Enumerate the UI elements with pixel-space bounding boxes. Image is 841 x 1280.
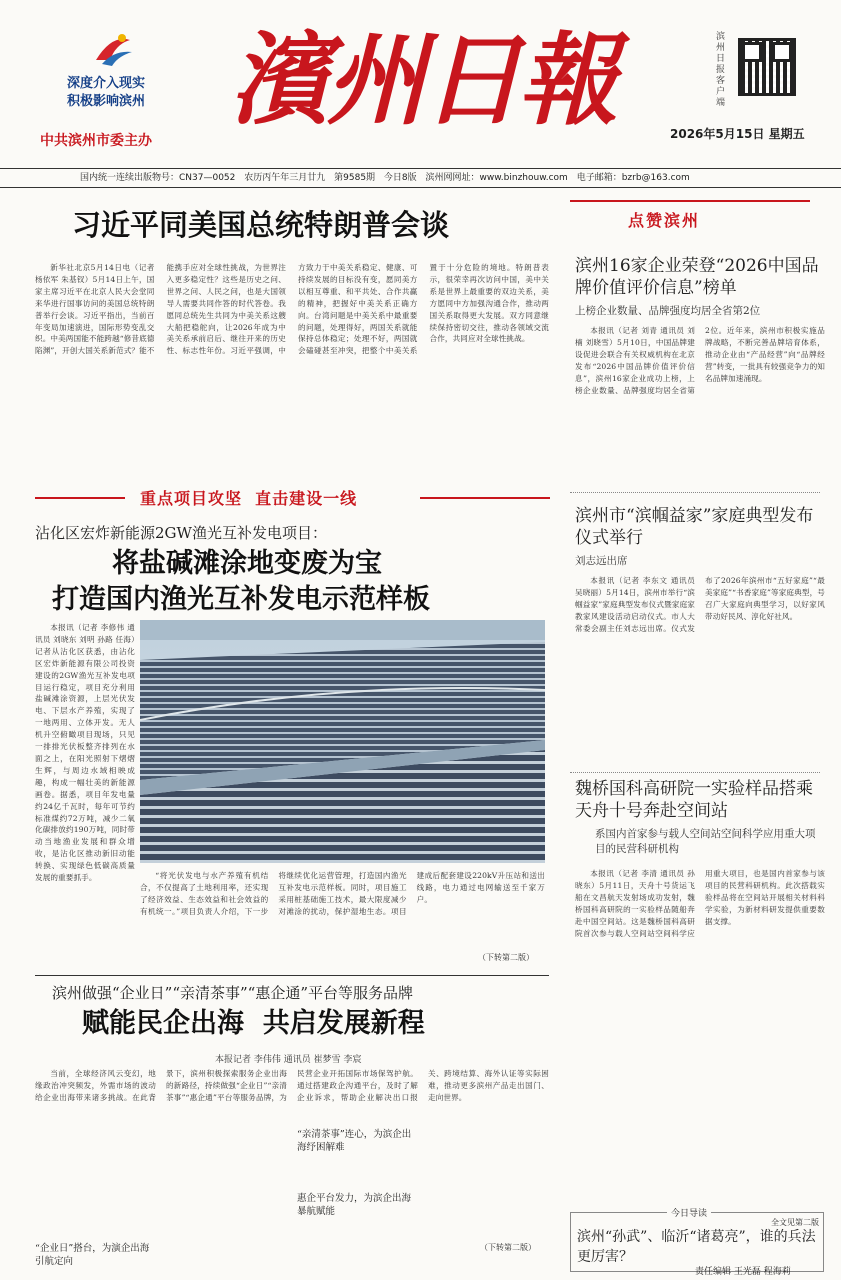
banner-rule-right <box>420 497 550 499</box>
feature2-subhead-2: “亲清茶事”连心，为滨企出海纾困解难 <box>297 1129 412 1153</box>
feature2-subhead-3: 惠企平台发力，为滨企出海暴航赋能 <box>297 1193 412 1217</box>
side1-headline: 滨州16家企业荣登“2026中国品牌价值评价信息”榜单 <box>575 256 819 298</box>
email-link[interactable]: 电子邮箱：bzrb@163.com <box>576 173 690 183</box>
today-guide-label: 今日导读 <box>667 1206 711 1219</box>
page-count: 今日8版 <box>383 173 417 183</box>
feature2-subhead-1: “企业日”搭台，为演企出海引航定向 <box>35 1243 150 1267</box>
feature2-kicker: 滨州做强“企业日”“亲清茶事”“惠企通”平台等服务品牌 <box>52 984 414 1002</box>
today-guide-box[interactable] <box>570 1209 824 1272</box>
sponsor: 中共滨州市委主办 <box>40 133 152 149</box>
feature1-body-left: 本报讯（记者 李修伟 通讯员 刘晓东 刘明 孙路 任海）记者从沾化区获悉，由沾化区宏炸新能源有限公司投资建设的2GW渔光互补发电项目运行稳定，项目充分利用盐碱滩涂资源，上层光伏发电、下层水产养殖，实现了一地两用、立体开发。无人机升空俯瞰项目现场，只见一排排光伏板整齐排列在水面之上，在阳光照射下熠熠生辉，与周边水域相映成趣，构成一幅壮美的新能源画卷。据悉，项目年发电量约24亿千瓦时，每年可节约标准煤约72万吨，减少二氧化碳排放约190万吨，同时带动当地渔业发展和群众增收，是沾化区推动新旧动能转换、实现绿色低碳高质量发展的重要抓手。 <box>35 623 135 883</box>
qr-code[interactable] <box>738 38 796 96</box>
feature1-body-right: “将光伏发电与水产养殖有机结合，不仅提高了土地利用率，还实现了经济效益、生态效益和社会效益的有机统一。”项目负责人介绍，下一步将继续优化运营管理，打造国内渔光互补发电示范样板。同时，项目施工采用桩基础施工技术，最大限度减少对滩涂的扰动，保护湿地生态。项目建成后配套建设220kV升压站和送出线路，电力通过电网输送至千家万户。 <box>140 871 545 916</box>
feature2-divider <box>35 975 549 976</box>
side3-subhead: 系国内首家参与载人空间站空间科学应用重大项目的民营科研机构 <box>595 828 816 855</box>
slogan-line-1: 深度介入现实 <box>67 76 146 91</box>
feature1-headline-line2: 打造国内渔光互补发电示范样板 <box>52 584 430 615</box>
lead-body: 新华社北京5月14日电（记者杨依军 朱基钗）5月14日上午，国家主席习近平在北京人民大会堂同来华进行国事访问的美国总统特朗普举行会谈。习近平指出，当前百年变局加速演进，国际形势变乱交织。中美两国能不能跨越“修昔底德陷渊”，开创大国关系新范式？能不能携手应对全球性挑战，为世界注入更多稳定性？这些是历史之问、世界之问、人民之问，也是大国领导人需要共同作答的时代答卷。我愿同总统先生共同为中美关系这艘大船把稳舵向，让2026年成为中美关系承前启后、继往开来的历史性、标志性年份。习近平强调，中方致力于中美关系稳定、健康、可持续发展的目标没有变，愿同美方以相互尊重、和平共处、合作共赢的精神，把握好中美关系正确方向。台湾问题是中美关系中最重要的问题，处理得好，两国关系就能保持总体稳定；处理不好，两国就会磕碰甚至冲突，把整个中美关系置于十分危险的境地。特朗普表示，很荣幸再次访问中国，美中关系是世界上最重要的双边关系，美方愿同中方加强沟通合作，推动两国关系取得更大发展。双方同意继续保持密切交往，推动各领域交流合作，共同应对全球性挑战。 <box>35 263 549 356</box>
side2-headline: 滨州市“滨帼益家”家庭典型发布仪式举行 <box>575 506 814 548</box>
feature1-kicker: 沾化区宏炸新能源2GW渔光互补发电项目： <box>35 524 327 542</box>
feature2-jump[interactable]: （下转第二版） <box>480 1243 536 1252</box>
feature2-body: 当前，全球经济风云变幻，地缘政治冲突频发，外需市场的波动给企业出海带来诸多挑战。在此背景下，滨州积极探索服务企业出海的新路径，持续做强“企业日”“亲清茶事”“惠企通”平台等服务品牌，为民营企业开拓国际市场保驾护航。通过搭建政企沟通平台，及时了解企业诉求，帮助企业解决出口报关、跨境结算、海外认证等实际困难，推动更多滨州产品走出国门、走向世界。 <box>35 1069 549 1102</box>
side3-body: 本报讯（记者 李清 通讯员 孙晓东）5月11日，天舟十号货运飞船在文昌航天发射场成功发射，魏桥国科高研院的一实验样品随船奔赴中国空间站。这是魏桥国科高研院首次参与载人空间站空间科学应用重大项目，也是国内首家参与该项目的民营科研机构。此次搭载实验样品将在空间站开展相关材料科学实验，为新材料研发提供重要数据支撑。 <box>575 869 825 938</box>
side1-subhead: 上榜企业数量、品牌强度均居全省第2位 <box>575 305 761 317</box>
side-brand: 点赞滨州 <box>628 211 701 230</box>
feature1-headline-line1: 将盐碱滩涂地变废为宝 <box>112 548 382 579</box>
today-guide-note: 全文见第二版 <box>771 1218 819 1227</box>
qr-caption: 滨州日报客户端 <box>716 32 726 108</box>
solar-farm-illustration <box>140 620 545 863</box>
website-link[interactable]: 滨州网网址：www.binzhouw.com <box>425 173 568 183</box>
side-divider-1 <box>570 492 820 493</box>
cn-number: 国内统一连续出版物号：CN37—0052 <box>80 173 236 183</box>
issue-date: 2026年5月15日 星期五 <box>670 127 805 141</box>
side3-headline: 魏桥国科高研院一实验样品搭乘天舟十号奔赴空间站 <box>575 779 813 821</box>
feature1-jump[interactable]: （下转第二版） <box>478 953 534 962</box>
lead-headline: 习近平同美国总统特朗普会谈 <box>72 208 450 242</box>
feature2-headline: 赋能民企出海 共启发展新程 <box>82 1008 425 1039</box>
issue-number: 第9585期 <box>334 173 376 183</box>
info-bar <box>0 168 841 188</box>
banner-rule-left <box>35 497 125 499</box>
footer-editors: 责任编辑 王光磊 程海莉 <box>695 1267 791 1277</box>
side-divider-2 <box>570 772 820 773</box>
feature2-byline: 本报记者 李伟伟 通讯员 崔梦雪 李宸 <box>215 1055 362 1065</box>
today-guide-headline[interactable]: 滨州“孙武”、临沂“诸葛亮”，谁的兵法更厉害？ <box>577 1229 816 1265</box>
lunar-date: 农历丙午年三月廿九 <box>244 173 326 183</box>
masthead-title: 濱州日報 <box>230 21 614 139</box>
slogan-line-2: 积极影响滨州 <box>67 94 146 109</box>
solar-farm-photo <box>140 620 545 863</box>
newspaper-logo-icon <box>92 30 134 68</box>
side-brand-box <box>570 200 810 238</box>
side1-body: 本报讯（记者 刘青 通讯员 刘楠 刘晓雪）5月10日，中国品牌建设促进会联合有关权威机构在北京发布“2026中国品牌价值评价信息”，滨州16家企业成功上榜，上榜企业数量、品牌强度均居全省第2位。近年来，滨州市积极实施品牌战略，不断完善品牌培育体系，推动企业由“产品经营”向“品牌经营”转变，一批具有较强竞争力的知名品牌加速涌现。 <box>575 326 825 395</box>
side2-subhead: 刘志远出席 <box>575 555 628 567</box>
section-banner: 重点项目攻坚 直击建设一线 <box>140 489 358 508</box>
side2-body: 本报讯（记者 李东文 通讯员 吴晓丽）5月14日，滨州市举行“滨帼益家”家庭典型发布仪式暨家庭家教家风建设活动启动仪式。市人大常委会副主任刘志远出席。仪式发布了2026年滨州市“五好家庭”“最美家庭”“书香家庭”等家庭典型，号召广大家庭向典型学习，以好家风带动好民风、淳化好社风。 <box>575 576 825 633</box>
